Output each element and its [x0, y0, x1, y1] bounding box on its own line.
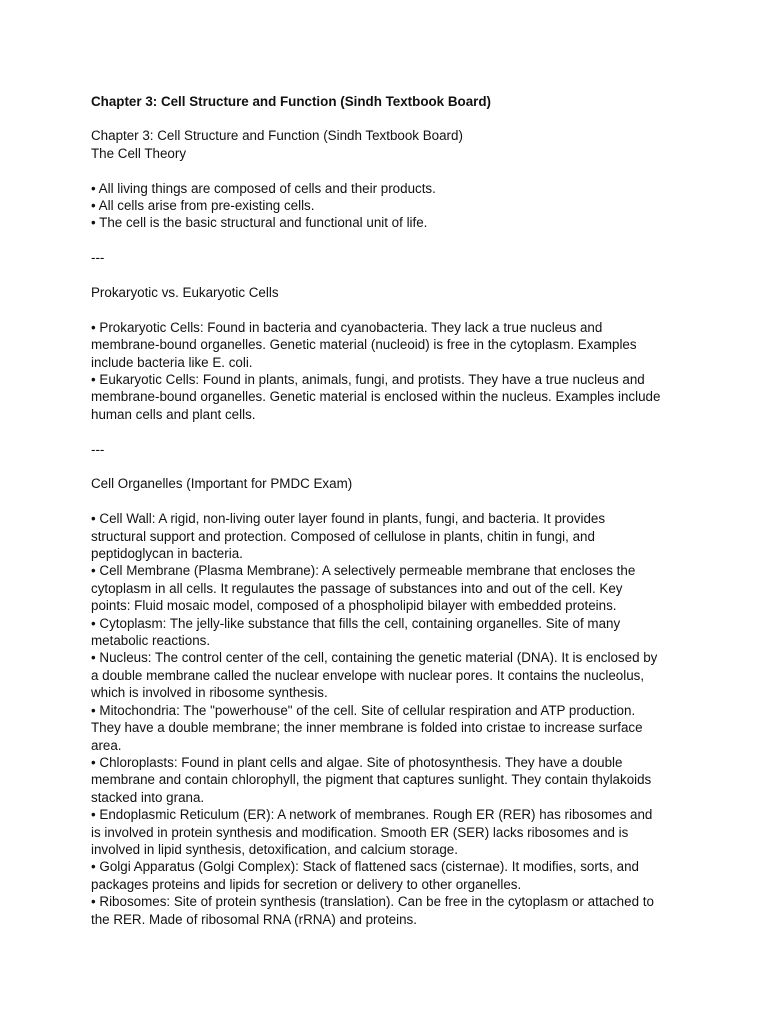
text-line: • Cell Membrane (Plasma Membrane): A selectively permeable membrane that encloses the: [91, 563, 636, 579]
cell-theory-list: [91, 180, 691, 232]
text-line: • Nucleus: The control center of the cell, containing the genetic material (DNA). It is enclosed by: [91, 650, 658, 666]
section-heading-cell-theory: The Cell Theory: [91, 145, 187, 161]
document-title: Chapter 3: Cell Structure and Function (Sindh Textbook Board): [91, 94, 491, 109]
text-line: the RER. Made of ribosomal RNA (rRNA) and proteins.: [91, 911, 417, 927]
spacer: [91, 162, 691, 179]
text-line: • Ribosomes: Site of protein synthesis (translation). Can be free in the cytoplasm or attached to: [91, 894, 654, 910]
spacer: [91, 493, 691, 510]
text-line: • Endoplasmic Reticulum (ER): A network of membranes. Rough ER (RER) has ribosomes and: [91, 807, 653, 823]
text-line: include bacteria like E. coli.: [91, 354, 253, 370]
organelles-list: [91, 510, 691, 928]
spacer: [91, 423, 691, 440]
text-line: stacked into grana.: [91, 789, 205, 805]
separator: ---: [91, 250, 105, 266]
spacer: [91, 232, 691, 249]
spacer: [91, 301, 691, 318]
text-line: which is involved in ribosome synthesis.: [91, 685, 328, 701]
text-line: cytoplasm in all cells. It regulautes the passage of substances into and out of the cell. Key: [91, 580, 623, 596]
text-line: • Golgi Apparatus (Golgi Complex): Stack of flattened sacs (cisternae). It modifies, sorts, and: [91, 859, 639, 875]
text-line: They have a double membrane; the inner membrane is folded into cristae to increase surface: [91, 720, 643, 736]
text-line: membrane and contain chlorophyll, the pigment that captures sunlight. They contain thylakoids: [91, 772, 652, 788]
text-line: involved in lipid synthesis, detoxification, and calcium storage.: [91, 841, 458, 857]
text-line: area.: [91, 737, 122, 753]
text-line: • Chloroplasts: Found in plant cells and algae. Site of photosynthesis. They have a double: [91, 754, 623, 770]
spacer: [91, 458, 691, 475]
list-item: • The cell is the basic structural and functional unit of life.: [91, 215, 428, 231]
text-line: peptidoglycan in bacteria.: [91, 546, 243, 562]
intro-repeat-title: Chapter 3: Cell Structure and Function (Sindh Textbook Board): [91, 128, 463, 144]
text-line: membrane-bound organelles. Genetic material (nucleoid) is free in the cytoplasm. Examples: [91, 337, 637, 353]
text-line: • Cell Wall: A rigid, non-living outer layer found in plants, fungi, and bacteria. It provides: [91, 511, 606, 527]
list-item: • All living things are composed of cells and their products.: [91, 180, 436, 196]
list-item: • All cells arise from pre-existing cells.: [91, 198, 315, 214]
spacer: [91, 267, 691, 284]
text-line: points: Fluid mosaic model, composed of a phospholipid bilayer with embedded proteins.: [91, 598, 617, 614]
text-line: • Mitochondria: The "powerhouse" of the cell. Site of cellular respiration and ATP production.: [91, 702, 636, 718]
text-line: metabolic reactions.: [91, 633, 211, 649]
text-line: a double membrane called the nuclear envelope with nuclear pores. It contains the nucleolus,: [91, 667, 645, 683]
section-heading-organelles: Cell Organelles (Important for PMDC Exam): [91, 476, 353, 492]
text-line: • Cytoplasm: The jelly-like substance that fills the cell, containing organelles. Site of many: [91, 615, 621, 631]
text-line: packages proteins and lipids for secretion or delivery to other organelles.: [91, 876, 522, 892]
text-line: • Prokaryotic Cells: Found in bacteria and cyanobacteria. They lack a true nucleus and: [91, 319, 603, 335]
text-line: is involved in protein synthesis and modification. Smooth ER (SER) lacks ribosomes and is: [91, 824, 629, 840]
text-line: membrane-bound organelles. Genetic material is enclosed within the nucleus. Examples include: [91, 389, 661, 405]
text-line: • Eukaryotic Cells: Found in plants, animals, fungi, and protists. They have a true nucleus and: [91, 372, 645, 388]
prok-euk-list: [91, 319, 691, 423]
text-line: structural support and protection. Composed of cellulose in plants, chitin in fungi, and: [91, 528, 595, 544]
text-line: human cells and plant cells.: [91, 406, 256, 422]
separator: ---: [91, 441, 105, 457]
section-heading-prok-euk: Prokaryotic vs. Eukaryotic Cells: [91, 285, 279, 301]
document-page: [91, 93, 691, 928]
